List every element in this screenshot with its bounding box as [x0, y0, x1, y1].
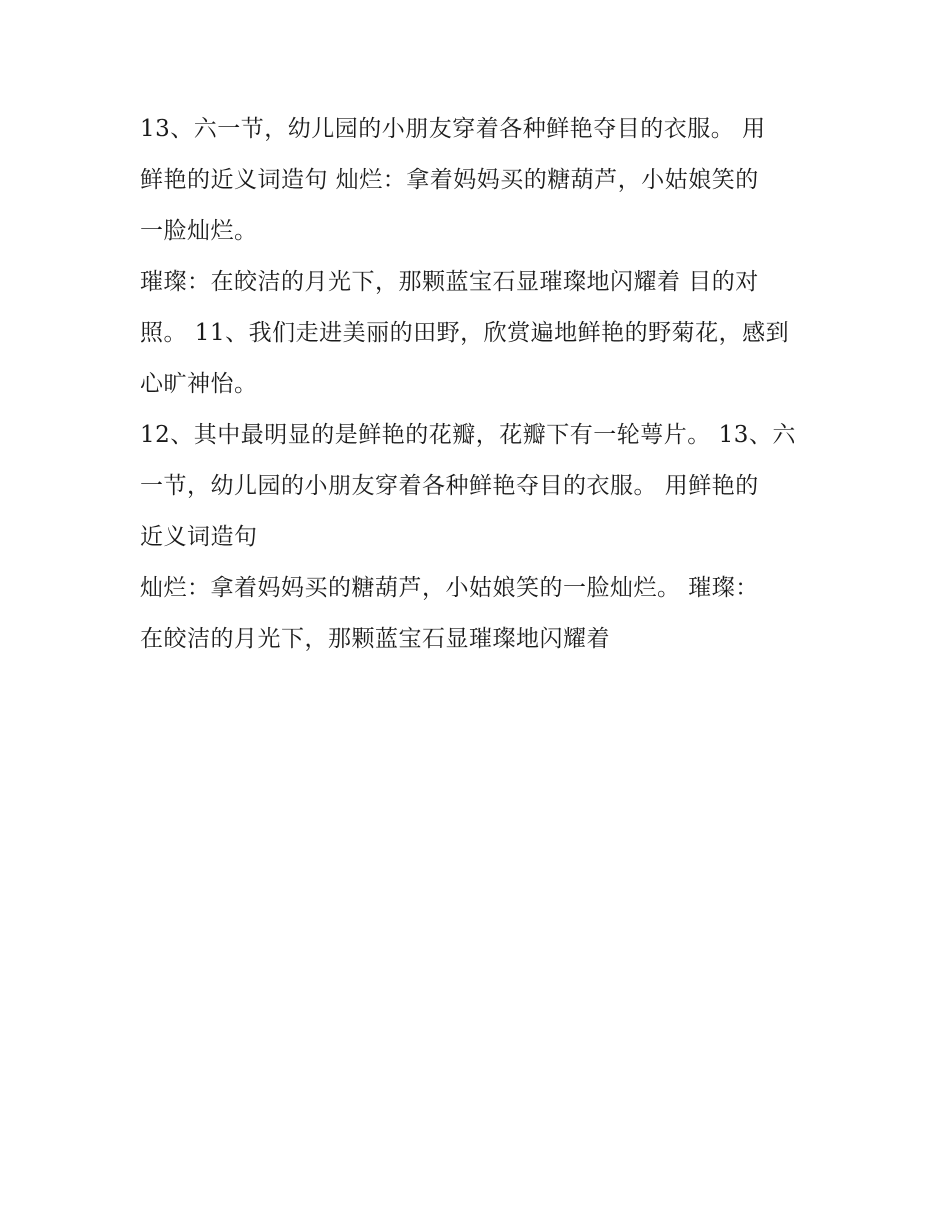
paragraph-1: [140, 104, 820, 257]
text-line: 在皎洁的月光下，那颗蓝宝石显璀璨地闪耀着: [140, 626, 610, 652]
paragraph-3: [140, 410, 820, 563]
text-line: 一节，幼儿园的小朋友穿着各种鲜艳夺目的衣服。 用鲜艳的: [140, 473, 759, 499]
paragraph-2: [140, 257, 820, 410]
text-line: 灿烂：拿着妈妈买的糖葫芦，小姑娘笑的一脸灿烂。 璀璨：: [140, 575, 759, 601]
paragraph-4: [140, 563, 820, 665]
document-body: [140, 104, 820, 665]
text-line: 13、六一节，幼儿园的小朋友穿着各种鲜艳夺目的衣服。 用: [140, 116, 766, 142]
text-line: 近义词造句: [140, 524, 258, 550]
text-line: 璀璨：在皎洁的月光下，那颗蓝宝石显璀璨地闪耀着 目的对: [140, 269, 759, 295]
text-line: 鲜艳的近义词造句 灿烂：拿着妈妈买的糖葫芦，小姑娘笑的: [140, 167, 759, 193]
text-line: 照。 11、我们走进美丽的田野，欣赏遍地鲜艳的野菊花，感到: [140, 320, 790, 346]
text-line: 一脸灿烂。: [140, 218, 258, 244]
text-line: 12、其中最明显的是鲜艳的花瓣，花瓣下有一轮萼片。 13、六: [140, 422, 796, 448]
text-line: 心旷神怡。: [140, 371, 258, 397]
